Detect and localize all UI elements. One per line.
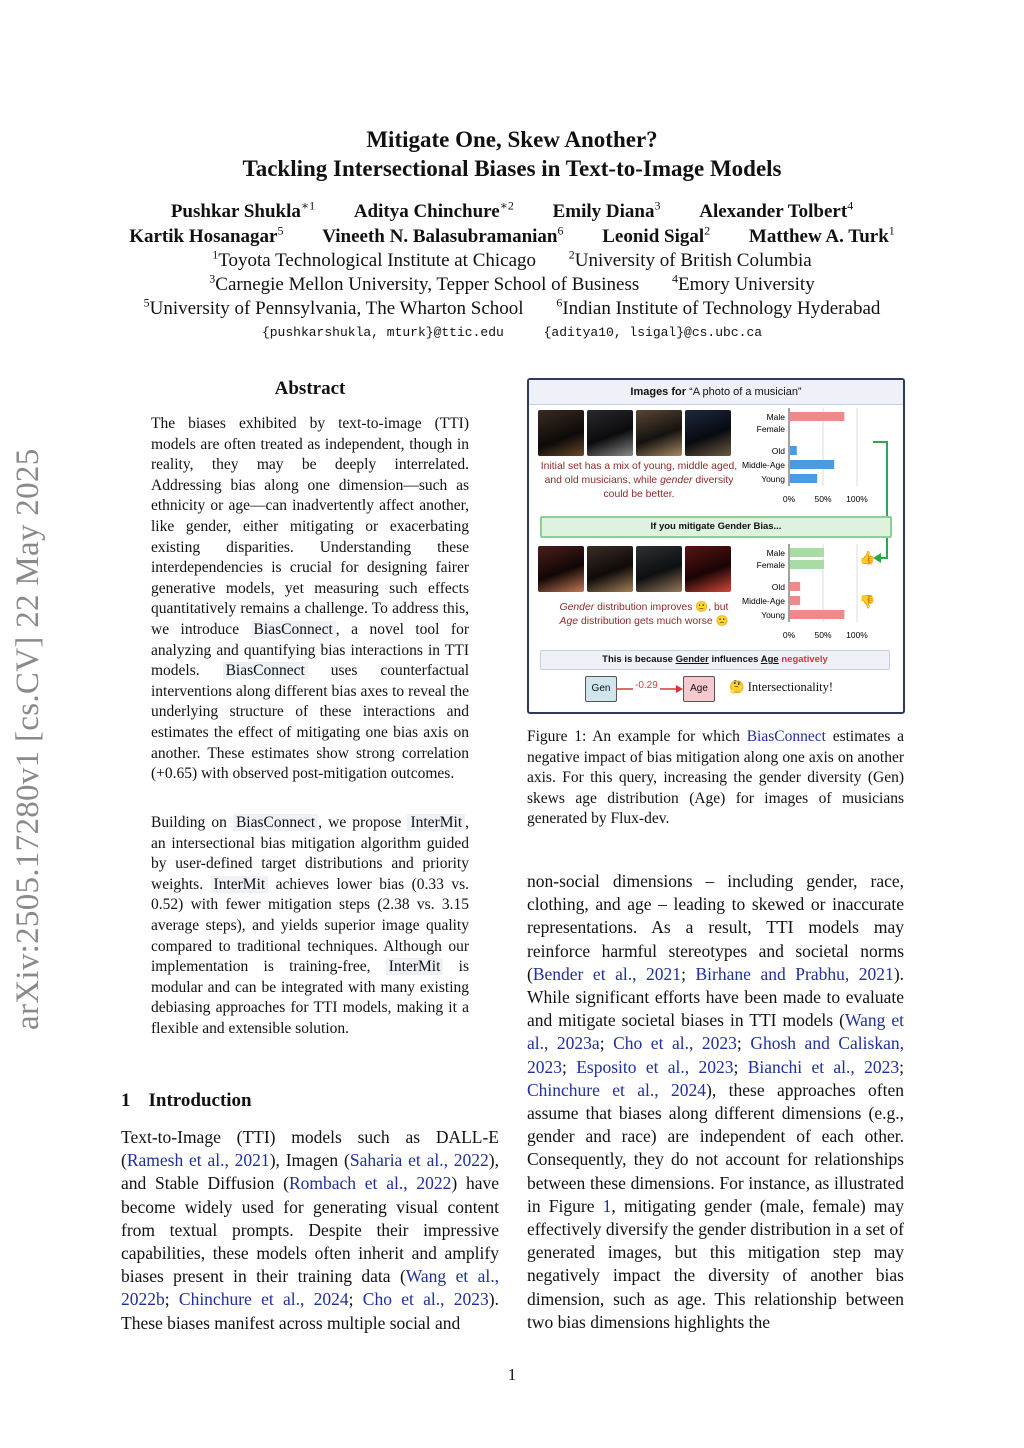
abstract-paragraph-1: The biases exhibited by text-to-image (TTI) models are often treated as independent, though in reality, they may be deeply interrelated. Addressing bias along one dimension—such as ethnicity or age—can inadvertently affect another, like gender, either mitigating or exacerbating existing disparities. Understanding these interdependencies is crucial for designing fairer generative models, yet measuring such effects quantitatively remains a challenge. To address this, we introduce BiasConnect , a novel tool for analyzing and quantifying bias interactions in TTI models. BiasConnect uses counterfactual interventions along different bias axes to reveal the underlying structure of these interactions and estimates the effect of mitigating one bias axis on another. These estimates show strong correlation (+0.65) with observed post-mitigation outcomes.: [151, 415, 470, 783]
post-mitigation-note: Gender distribution improves 🙂, but Age distribution gets much worse 🙁: [559, 602, 729, 627]
musician-photo: [636, 546, 682, 592]
bar: [790, 474, 817, 483]
affiliation-row: [0, 272, 1024, 296]
citation-link[interactable]: Cho et al., 2023: [362, 1289, 489, 1310]
author: Alexander Tolbert$^4$: [699, 199, 854, 223]
edge-weight: -0.29: [635, 680, 658, 691]
abstract-heading: Abstract: [274, 378, 346, 399]
author: Matthew A. Turk$^1$: [748, 224, 895, 248]
page-number: 1: [507, 1365, 517, 1384]
arxiv-identifier: arXiv:2505.17280v1 [cs.CV] 22 May 2025: [10, 448, 46, 1030]
category-label: Male: [766, 412, 785, 422]
category-label: Old: [771, 582, 785, 592]
node-gen: Gen: [585, 676, 617, 702]
intro-paragraph-left: Text-to-Image (TTI) models such as DALL-E (Ramesh et al., 2021), Imagen (Saharia et al., 2022), and Stable Diffusion (Rombach et al., 2022) have become widely used for generating visual content from textual prompts. Despite their impressive capabilities, these models often inherit and amplify biases present in their training data (Wang et al., 2022b; Chinchure et al., 2024; Cho et al., 2023). These biases manifest across multiple social and: [121, 1127, 499, 1333]
thumbs-down-icon: 👎: [859, 594, 876, 609]
figure-ref-link[interactable]: 1: [602, 1195, 612, 1216]
musician-photo: [636, 410, 682, 456]
bias-distribution-chart-after: [729, 542, 879, 642]
citation-link[interactable]: Chinchure et al., 2024: [527, 1079, 707, 1100]
algorithm-name: InterMit: [407, 814, 465, 831]
citation-link[interactable]: Cho et al., 2023: [613, 1033, 737, 1054]
bar: [790, 460, 834, 469]
tick-label: 100%: [846, 630, 868, 640]
musician-photo: [685, 546, 731, 592]
tool-name: BiasConnect: [223, 662, 308, 679]
category-label: Female: [756, 560, 785, 570]
node-age: Age: [683, 676, 715, 702]
algorithm-name: InterMit: [211, 876, 269, 893]
category-label: Middle-Age: [742, 460, 785, 470]
citation-link[interactable]: Ghosh and Caliskan, 2023: [527, 1033, 904, 1077]
citation-link[interactable]: Birhane and Prabhu, 2021: [695, 963, 894, 984]
category-label: Middle-Age: [742, 596, 785, 606]
musician-photo: [587, 546, 633, 592]
category-label: Female: [756, 424, 785, 434]
author: Aditya Chinchure$^{∗2}$: [353, 199, 514, 223]
mitigation-banner: If you mitigate Gender Bias...: [540, 516, 892, 538]
bar: [790, 560, 824, 569]
bar: [790, 412, 844, 421]
author: Leonid Sigal$^2$: [602, 224, 711, 248]
tick-label: 50%: [814, 494, 832, 504]
musician-photo: [587, 410, 633, 456]
category-label: Male: [766, 548, 785, 558]
authors-row-2: [0, 224, 1024, 248]
musician-photo: [538, 546, 584, 592]
citation-link[interactable]: Rombach et al., 2022: [288, 1173, 452, 1194]
authors-row-1: [0, 199, 1024, 223]
algorithm-name: InterMit: [386, 958, 444, 975]
affiliation: $^2$University of British Columbia: [568, 248, 812, 272]
thumbs-up-icon: 👍: [859, 550, 876, 565]
tool-name: BiasConnect: [233, 814, 318, 831]
email: {aditya10, lsigal}@cs.ubc.ca: [543, 325, 763, 340]
musician-photo: [685, 410, 731, 456]
author-emails: [0, 325, 1024, 340]
tick-label: 50%: [814, 630, 832, 640]
affiliation: $^6$Indian Institute of Technology Hyderabad: [556, 296, 881, 320]
intersectionality-label: 🤔 Intersectionality!: [729, 680, 834, 694]
citation-link[interactable]: Saharia et al., 2022: [349, 1150, 489, 1171]
citation-link[interactable]: Bender et al., 2021: [532, 963, 682, 984]
citation-link[interactable]: Wang et al., 2022b: [121, 1266, 499, 1310]
intro-paragraph-right: non-social dimensions – including gender, race, clothing, and age – leading to skewed or inaccurate representations. As a result, TTI models may reinforce harmful stereotypes and societal norms (Bender et al., 2021; Birhane and Prabhu, 2021). While significant efforts have been made to evaluate and mitigate societal biases in TTI models (Wang et al., 2023a; Cho et al., 2023; Ghosh and Caliskan, 2023; Esposito et al., 2023; Bianchi et al., 2023; Chinchure et al., 2024), these approaches often assume that biases along different dimensions (e.g., gender and race) are independent of each other. Consequently, they do not account for relationships between these dimensions. For instance, as illustrated in Figure 1, mitigating gender (male, female) may effectively diversify the gender distribution in a set of generated images, but this mitigation step may negatively impact the diversity of another bias dimension, such as age. This relationship between two bias dimensions highlights the: [527, 871, 905, 1332]
category-label: Old: [771, 446, 785, 456]
affiliation-row: [0, 296, 1024, 320]
bar: [790, 446, 797, 455]
email: {pushkarshukla, mturk}@ttic.edu: [261, 325, 504, 340]
explanation-banner: This is because Gender influences Age negatively: [540, 650, 890, 670]
citation-link[interactable]: Bianchi et al., 2023: [747, 1056, 900, 1077]
tool-name: BiasConnect: [251, 621, 336, 638]
tick-label: 100%: [846, 494, 868, 504]
section-heading-introduction: 1 Introduction: [121, 1090, 252, 1111]
bar: [790, 610, 844, 619]
tick-label: 0%: [782, 630, 796, 640]
category-label: Young: [761, 610, 785, 620]
bias-distribution-chart-before: [729, 406, 879, 506]
musician-photo: [538, 410, 584, 456]
abstract-paragraph-2: Building on BiasConnect , we propose InterMit , an intersectional bias mitigation algorithm guided by user-defined target distributions and priority weights. InterMit achieves lower bias (0.33 vs. 0.52) with fewer mitigation steps (2.38 vs. 3.15 average steps), and yields superior image quality compared to traditional techniques. Although our implementation is training-free, InterMit is modular and can be integrated with many existing debiasing approaches for TTI models, making it a flexible and extensible solution.: [151, 814, 470, 1037]
affiliation: $^5$University of Pennsylvania, The Wharton School: [143, 296, 524, 320]
title-line-1: Mitigate One, Skew Another?: [366, 127, 658, 152]
bar: [790, 548, 824, 557]
initial-set-note: Initial set has a mix of young, middle aged, and old musicians, while gender diversity could be better.: [540, 461, 738, 500]
affiliation: $^4$Emory University: [672, 272, 815, 296]
figure-caption: Figure 1: An example for which BiasConnect estimates a negative impact of bias mitigation along one axis on another axis. For this query, increasing the gender diversity (Gen) skews age distribution (Age) for images of musicians generated by Flux-dev.: [527, 728, 905, 828]
author: Vineeth N. Balasubramanian$^6$: [322, 224, 564, 248]
citation-link[interactable]: Wang et al., 2023a: [527, 1010, 904, 1054]
author: Kartik Hosanagar$^5$: [129, 224, 284, 248]
tick-label: 0%: [782, 494, 796, 504]
figure-title-bar: Images for “A photo of a musician”: [529, 380, 903, 405]
author: Emily Diana$^3$: [552, 199, 661, 223]
citation-link[interactable]: Ramesh et al., 2021: [126, 1150, 270, 1171]
citation-link[interactable]: Chinchure et al., 2024: [178, 1289, 349, 1310]
category-label: Young: [761, 474, 785, 484]
tool-name: BiasConnect: [746, 728, 826, 745]
title-line-2: Tackling Intersectional Biases in Text-to-Image Models: [242, 156, 782, 181]
author: Pushkar Shukla$^{∗1}$: [170, 199, 316, 223]
citation-link[interactable]: Esposito et al., 2023: [576, 1056, 734, 1077]
bar: [790, 582, 800, 591]
figure-1: [527, 378, 905, 714]
affiliation: $^1$Toyota Technological Institute at Chicago: [212, 248, 537, 272]
affiliation: $^3$Carnegie Mellon University, Tepper School of Business: [209, 272, 640, 296]
affiliation-row: [0, 248, 1024, 272]
paper-title: [0, 125, 1024, 183]
bar: [790, 596, 800, 605]
